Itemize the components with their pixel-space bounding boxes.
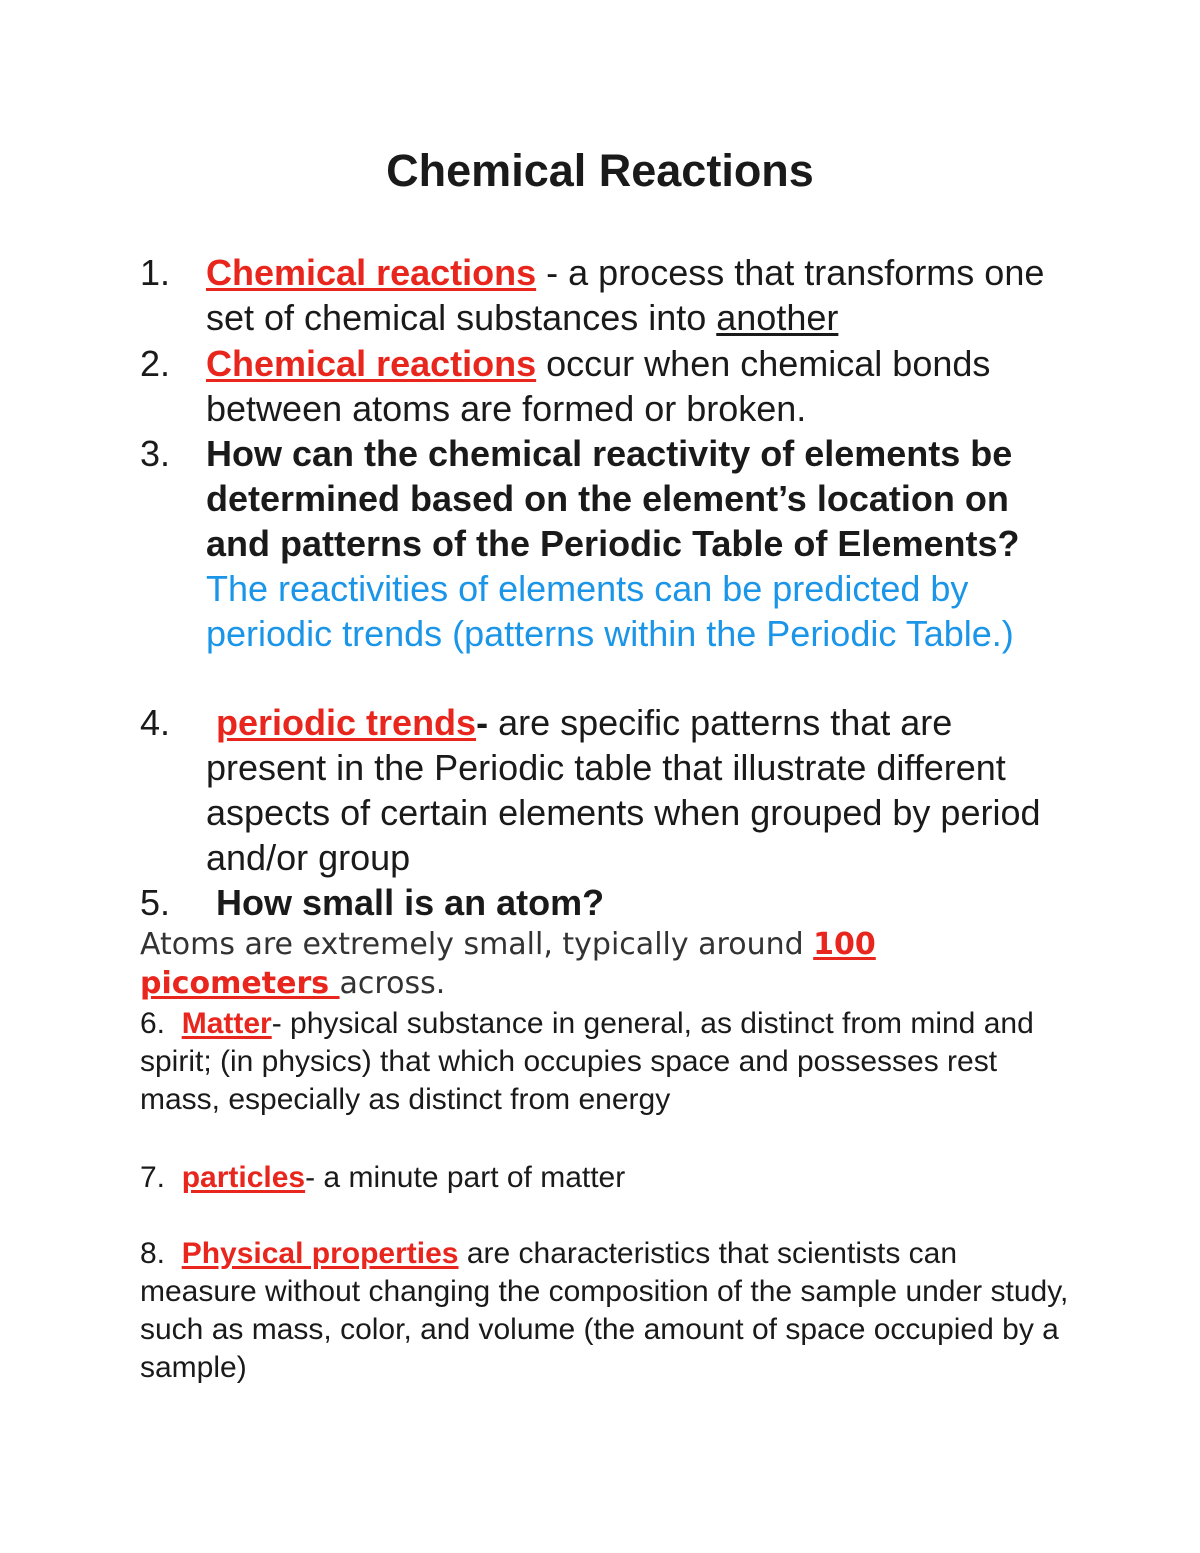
atom-size-answer <box>140 926 1070 1003</box>
definition-text: are characteristics that scientists can measure without changing the composition of the sample under study, such as mass, color, and volume (the amount of space occupied by a sample) <box>140 1237 1069 1384</box>
list-item-8 <box>140 1235 1070 1387</box>
definition-text: - physical substance in general, as distinct from mind and spirit; (in physics) that which occupies space and possesses rest mass, especially as distinct from energy <box>140 1007 1034 1116</box>
item-body <box>206 880 1070 925</box>
item-number: 8. <box>140 1237 166 1270</box>
item-body <box>206 341 1070 431</box>
item-number: 7. <box>140 1161 166 1194</box>
item-number: 2. <box>140 343 171 384</box>
list-item-6 <box>140 1005 1070 1119</box>
question-text: How can the chemical reactivity of elements be determined based on the element’s location on and patterns of the Periodic Table of Elements? <box>206 433 1020 564</box>
definition-text: - a process that transforms one set of chemical substances into <box>206 252 1045 338</box>
item-number: 4. <box>140 702 171 743</box>
term-chemical-reactions: Chemical reactions <box>206 252 537 293</box>
term-physical-properties: Physical properties <box>181 1237 459 1270</box>
item-body <box>206 700 1070 880</box>
list-item-5 <box>140 880 1070 925</box>
item-number: 5. <box>140 882 171 923</box>
item-number: 6. <box>140 1007 166 1040</box>
definition-text: - a minute part of matter <box>305 1161 626 1194</box>
item-number: 3. <box>140 433 171 474</box>
definition-text: are specific patterns that are present in the Periodic table that illustrate different aspects of certain elements when grouped by period and/or group <box>206 702 1041 878</box>
list-item-1 <box>140 250 1070 340</box>
item-body <box>206 431 1070 656</box>
definition-text: occur when chemical bonds between atoms are formed or broken. <box>206 343 991 429</box>
term-periodic-trends: periodic trends <box>216 702 477 743</box>
list-item-3 <box>140 431 1070 656</box>
page-title: Chemical Reactions <box>386 145 814 196</box>
list-item-7 <box>140 1159 1070 1197</box>
answer-text-b: across. <box>339 965 446 1001</box>
question-text: How small is an atom? <box>216 882 605 923</box>
list-item-4 <box>140 700 1070 880</box>
term-chemical-reactions: Chemical reactions <box>206 343 537 384</box>
underlined-word: another <box>716 297 839 338</box>
list-item-2 <box>140 341 1070 431</box>
term-matter: Matter <box>181 1007 272 1040</box>
item-body <box>206 250 1070 340</box>
item-number: 1. <box>140 252 171 293</box>
term-particles: particles <box>181 1161 306 1194</box>
answer-text-a: Atoms are extremely small, typically around <box>140 927 814 962</box>
term-dash: - <box>476 702 489 743</box>
answer-text: The reactivities of elements can be predicted by periodic trends (patterns within the Periodic Table.) <box>206 523 1039 654</box>
term-100-picometers: 100 picometers <box>140 927 876 1001</box>
